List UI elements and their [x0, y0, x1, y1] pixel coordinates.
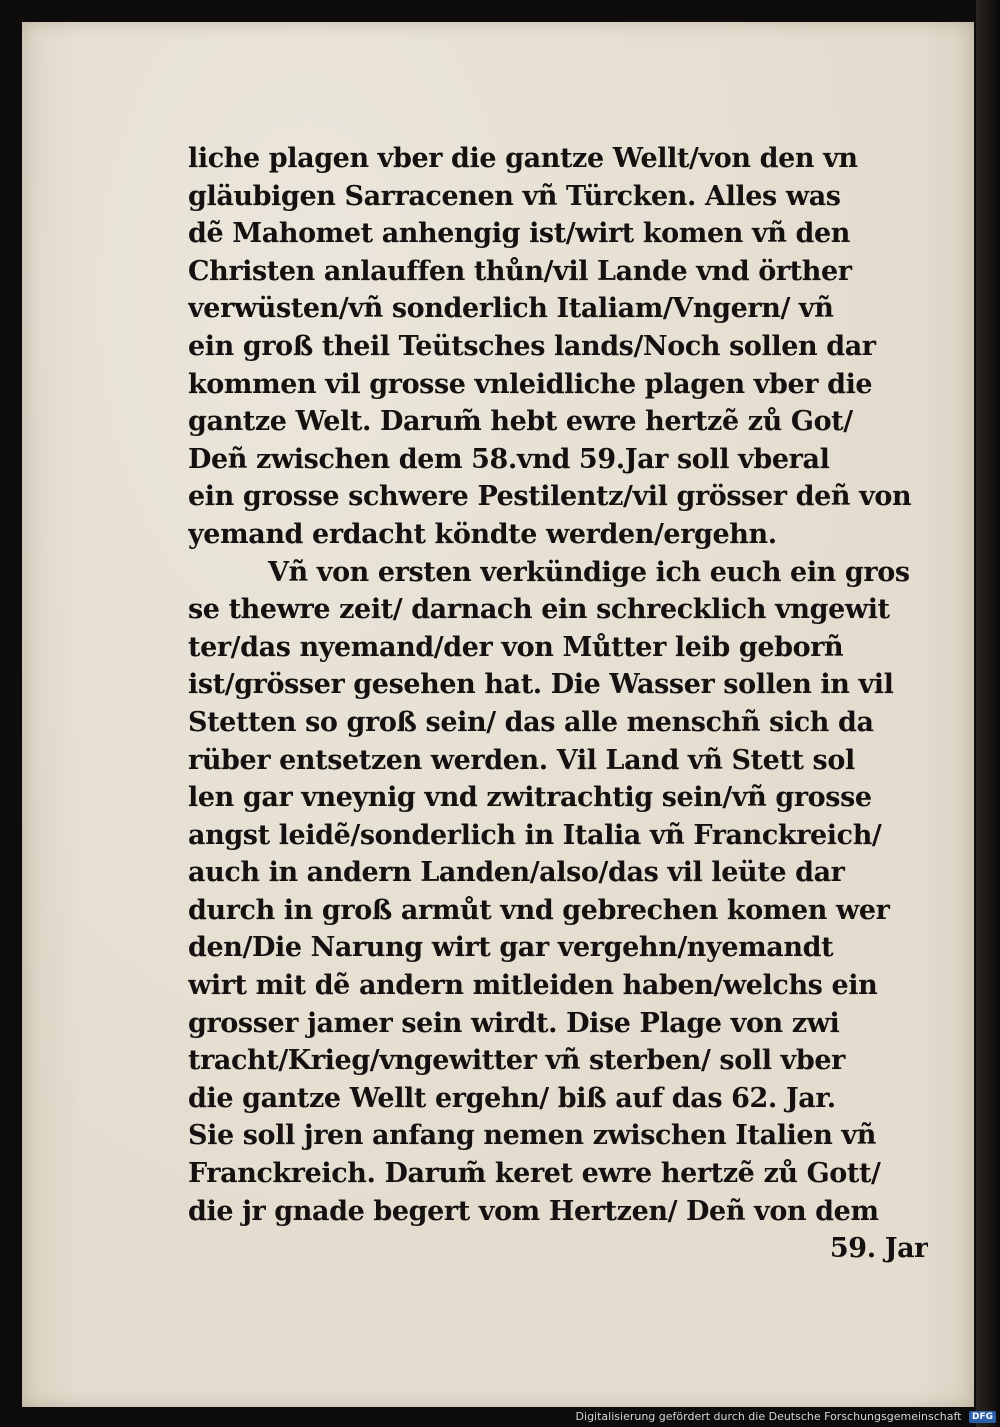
- text-line: gantze Welt. Darum̃ hebt ewre hertzẽ zů Got/: [188, 406, 853, 438]
- text-line: kommen vil grosse vnleidliche plagen vber die: [188, 368, 873, 400]
- text-line: verwüsten/vñ sonderlich Italiam/Vngern/ vñ: [188, 293, 834, 325]
- text-line: len gar vneynig vnd zwitrachtig sein/vñ grosse: [188, 782, 872, 814]
- text-line: dẽ Mahomet anhengig ist/wirt komen vñ den: [188, 218, 850, 250]
- text-line: wirt mit dẽ andern mitleiden haben/welchs ein: [188, 970, 878, 1002]
- funding-footer: [560, 1409, 996, 1425]
- dfg-logo: DFG: [969, 1411, 996, 1423]
- text-line: ein groß theil Teütsches lands/Noch sollen dar: [188, 330, 876, 362]
- text-line: rüber entsetzen werden. Vil Land vñ Stett sol: [188, 744, 855, 776]
- text-line: Christen anlauffen thůn/vil Lande vnd örther: [188, 255, 852, 287]
- text-line: liche plagen vber die gantze Wellt/von den vn: [188, 143, 858, 174]
- text-line: se thewre zeit/ darnach ein schrecklich vngewit: [188, 594, 890, 626]
- text-line: tracht/Krieg/vngewitter vñ sterben/ soll vber: [188, 1045, 845, 1077]
- paragraph-start-line: Vñ von ersten verkündige ich euch ein gros: [268, 556, 910, 588]
- text-line: angst leidẽ/sonderlich in Italia vñ Franckreich/: [188, 819, 882, 851]
- text-line: gläubigen Sarracenen vñ Türcken. Alles was: [188, 180, 841, 212]
- text-line: ein grosse schwere Pestilentz/vil grösser deñ von: [188, 481, 912, 513]
- page-edge: [976, 0, 1000, 1427]
- text-line: grosser jamer sein wirdt. Dise Plage von zwi: [188, 1007, 840, 1039]
- text-line: auch in andern Landen/also/das vil leüte dar: [188, 857, 845, 889]
- text-line: die gantze Wellt ergehn/ biß auf das 62. Jar.: [188, 1082, 836, 1114]
- text-line: ist/grösser gesehen hat. Die Wasser sollen in vil: [188, 669, 894, 701]
- text-line: yemand erdacht köndte werden/ergehn.: [188, 518, 777, 550]
- catchword: 59. Jar: [829, 1233, 928, 1265]
- text-line: Sie soll jren anfang nemen zwischen Italien vñ: [188, 1120, 876, 1152]
- text-line: Deñ zwischen dem 58.vnd 59.Jar soll vberal: [188, 443, 830, 475]
- text-line: Franckreich. Darum̃ keret ewre hertzẽ zů Gott/: [188, 1158, 881, 1190]
- body-text: [188, 140, 928, 1268]
- footer-text: Digitalisierung gefördert durch die Deutsche Forschungsgemeinschaft: [575, 1410, 962, 1423]
- text-line: Stetten so groß sein/ das alle menschñ sich da: [188, 706, 874, 738]
- text-line: durch in groß armůt vnd gebrechen komen wer: [188, 894, 890, 926]
- text-line: den/Die Narung wirt gar vergehn/nyemandt: [188, 932, 834, 964]
- text-line: die jr gnade begert vom Hertzen/ Deñ von dem: [188, 1195, 879, 1227]
- text-line: ter/das nyemand/der von Můtter leib geborñ: [188, 631, 844, 663]
